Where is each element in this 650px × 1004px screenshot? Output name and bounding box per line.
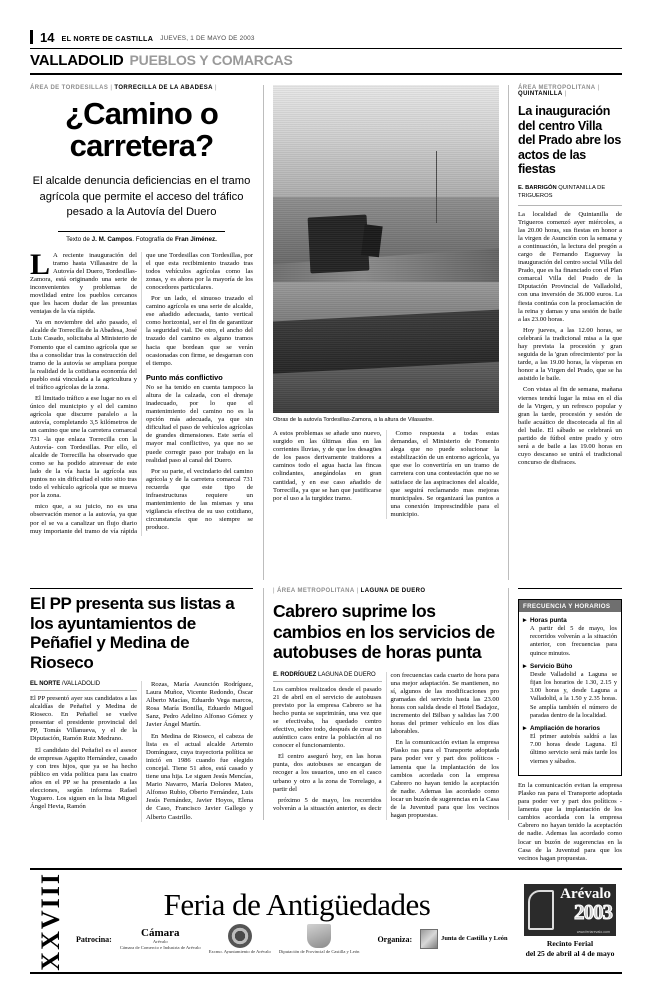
lead-paragraph: mico que, a su juicio, no es una observación menor a la autovía, ya que por el se va a canalizar un flujo diario muy importante del tramo de vía rápida que une Tordesillas con Tordesillas, por el que esta recibimiento trazado tras todos vehículos agrícolas como las zonas, y es ahora por la mayoría de los conocedores particulares. <box>30 251 253 535</box>
lead-body <box>30 247 253 536</box>
arevalo-brand-year: 2003 <box>574 900 612 924</box>
lead-body-continued <box>273 430 499 519</box>
bottom-mid-kicker: | ÁREA METROPOLITANA | LAGUNA DE DUERO <box>273 588 426 594</box>
bottom-left-rule <box>30 588 253 589</box>
bottom-left-paragraph: Rozas, María Asunción Rodríguez, Laura Muñoz, Vicente Redondo, Óscar Alberto Macías, Eduardo Vega marcos, Rosa María Bonilla, Eduardo Miguel Sanz, Pedro Adelino Alfonso Gómez y Javier Ángel Martín. <box>146 681 253 729</box>
byline-rule <box>58 231 225 232</box>
lead-paragraph: Como respuesta a todas estas demandas, el Ministerio de Fomento alega que no puede solucionar la estabilización de un entorno agrícola, ya que ese lo convertiría en un tramo de carretera con una contestación que no se satisface de las aspiraciones del alcalde, que seguirá reclamando mas mejoras municipales. Se organizará las puntos a una conexión imprescindible para el municipio. <box>390 430 499 518</box>
arevalo-brand-badge <box>524 884 616 936</box>
rail-byline <box>518 184 622 200</box>
bottom-mid-kicker-area: ÁREA METROPOLITANA <box>277 588 355 594</box>
infobox-title: FRECUENCIA Y HORARIOS <box>519 600 621 612</box>
bottom-mid-paragraph: En la comunicación evitan la empresa Plasko ras para el Transporte adoptada para poder ver y part dos políticos -lamenta que la implantación de los cambios acordada con la empresa Cabrero no hayan tenido la aceptación de nadie. Ademas las acordado como locar un buzón de sugerencias en la Casa de la Juventud para que los vecinos hagan propuestas. <box>390 739 499 820</box>
bottom-mid-byline <box>273 672 382 678</box>
bottom-mid-body <box>273 672 499 821</box>
infobox-label-text: Servicio Búho <box>530 662 573 670</box>
photo-grain <box>273 85 499 413</box>
lead-paragraph: A estos problemas se añade uno nuevo, surgido en las últimas días en las corrientes lluvias, y de que los desagües de los pasos derivamente traidores a caminos todo el agua hacia las fincas colindantes, anegándolas en gran cantidad, y en ese caso añadido de Torrecilla, ya que se han que justificarse por el uso a la turgidez tramo. <box>273 430 382 502</box>
bottom-mid-paragraph: El centro aseguró hoy, en las horas punta, dos autobuses se encargan de recoger a los usuarios, uno en el casco urbano y otro a la zona de Torrelago, a partir del <box>273 753 382 793</box>
publication-date: JUEVES, 1 DE MAYO DE 2003 <box>160 35 255 42</box>
credit-text-label: Texto de <box>66 235 92 243</box>
newspaper-page <box>30 30 622 974</box>
rail-paragraph: Con vistas al fin de semana, mañana viernes tendrá lugar la misa en el día de la Virgen, y un refresco popular y gran la tarde, procesión y sesión de baile acuático de discotecada al fin al del baile. El sábado se celebrará un partido de fútbol entre prado y otro será a de baile a las 19.00 horas en cuyo descanso se unirá el tradicional concurso de disfraces. <box>518 386 622 467</box>
ad-edition-roman: XXVIII <box>36 871 65 971</box>
ayuntamiento-logo-caption: Excmo. Ayuntamiento de Arévalo <box>208 948 271 954</box>
bottom-left-byline-rule <box>30 690 137 691</box>
infobox-item-text: A partir del 5 de mayo, los recorridos volverán a la situación anterior, con frecuencias para quince minutos. <box>530 625 617 657</box>
bottom-left-byline-author: EL NORTE <box>30 681 61 687</box>
lead-photo-caption: Obras de la autovía Tordesillas-Zamora, a la altura de Vilasastre. <box>273 417 434 423</box>
infobox-body <box>519 612 621 775</box>
rail-article <box>509 85 622 580</box>
ad-center <box>76 888 518 955</box>
diputacion-crest-icon <box>307 924 331 948</box>
ad-inner <box>30 870 622 972</box>
lead-subhead: Punto más conflictivo <box>146 372 223 382</box>
junta-logo <box>420 929 507 949</box>
camara-logo <box>120 927 201 950</box>
rail-separator <box>518 205 622 206</box>
bottom-left-body <box>30 681 253 822</box>
camara-logo-name: Cámara <box>141 927 180 940</box>
bottom-left-paragraph: En Medina de Rioseco, el cabeza de lista es el actual alcalde Artemio Domínguez, cuya trayectoria política se inició en 1986 cuando fue elegido concejal. Tiene 51 años, está casado y tiene una hija. Le siguen Jesús Mencías, Mario Navarro, María Dolores Mateo, Alfonso Rubio, Oberto Fernández, Luis Jesús Fernández, Javier Hoyos, Elena de Caso, Francisco Javier Gallego y Alberto Castrillo. <box>146 732 253 821</box>
frequency-schedule-infobox <box>518 599 622 776</box>
diputacion-logo-caption: Diputación de Provincial de Castilla y León <box>278 948 360 954</box>
bottom-left-article <box>30 588 263 820</box>
lead-photo <box>273 85 499 413</box>
lead-paragraph: LA reciente inauguración del tramo hasta Villasastre de la Autovía del Duero, Tordesillas-Zamora, está originando una serie de inconvenientes y problemas de movilidad entre los pueblos cercanos que les hacen dudar de las presuntas ventajas de la vía rápida. <box>30 247 137 316</box>
rail-kicker: ÁREA METROPOLITANA | QUINTANILLA | <box>518 85 600 97</box>
section-bar <box>30 49 622 75</box>
ad-venue-line2: del 25 de abril al 4 de mayo <box>525 948 615 958</box>
junta-logo-name: Junta de Castilla y León <box>441 935 508 943</box>
credit-author: J. M. Campos <box>91 235 133 243</box>
masthead <box>30 30 622 46</box>
bottom-mid-kicker-town: LAGUNA DE DUERO <box>360 588 426 594</box>
bottom-left-byline <box>30 681 137 687</box>
rail-headline: La inauguración del centro Villa del Prado abre los actos de las fiestas <box>518 104 621 176</box>
bullet-arrow-icon: ▸ <box>523 617 527 624</box>
infobox-item <box>523 616 617 658</box>
bullet-arrow-icon: ▸ <box>523 662 527 670</box>
ayuntamiento-crest-icon <box>228 924 252 948</box>
infobox-item-text: El primer autobús saldrá a las 7.00 horas desde Laguna. El último servicio será más tarde los viernes y sábados. <box>530 733 617 765</box>
advertisement[interactable] <box>30 868 622 974</box>
section-title: VALLADOLID <box>30 52 124 69</box>
infobox-item-label <box>523 724 617 733</box>
arevalo-brand-url: www.feriarevalo.com <box>576 930 610 934</box>
lead-kicker-town: TORRECILLA DE LA ABADESA <box>114 85 213 91</box>
lead-credit <box>30 236 253 243</box>
lead-paragraph: El limitado tráfico a ese lugar no es el único del municipio y el del camino agrícola que discurre paralelo a la autovía, completando 3,5 kilómetros de un camino que une la carretera comarcal 731 -la que enlaza Torrecilla con la Autovía- con Tordesillas. Por ello, el alcalde de Torrecilla ha observado que como se ha podido atravesar de este lado de la vía hacia la agrícola sus puntos no sin dificultad el sitio sitio tras todo el vehículo agrícola que se mueva por la zona. <box>30 395 137 500</box>
camara-logo-caption: Cámara de Comercio e Industria de Arévalo <box>119 945 201 950</box>
infobox-top-rule <box>518 588 622 589</box>
bullet-arrow-icon: ▸ <box>523 725 527 733</box>
subsection-title: PUEBLOS Y COMARCAS <box>129 52 293 68</box>
lead-photo-wrap <box>273 85 499 424</box>
rail-paragraph: La localidad de Quintanilla de Trigueros comenzó ayer miércoles, a las 20.00 horas, sus fiestas en honor a la virgen de Asunción con la semana y a continuación, la lectura del pregón a cargo de Fernando Esguevay la inauguración del centro social Villa del Prado, que es ha financiado con el Plan comarcal Villa del Prado de la Diputación Provincial de Valladolid, con una inversión de 36.000 euros. La fiesta continúa con la proclamación de la reina y damas y una sesión de baile a las 23.00 horas. <box>518 210 622 323</box>
junta-crest-icon <box>420 929 438 949</box>
lead-paragraph: No se ha tenido en cuenta tampoco la altura de la calzada, con el drenaje inadecuado, por lo que el mantenimiento del camino no es la opción más adecuada, ya que sin dificultad el paso de vehículos agrícolas de grandes dimensiones. Este sería el mayor mal conflictivo, ya que no se puede corregir paso por trabajo en la realidad paso al canal del Duero. <box>146 383 253 464</box>
arevalo-brand-name: Arévalo <box>560 886 611 902</box>
infobox-item-label <box>523 662 617 671</box>
credit-photo-label: . Fotografía de <box>132 235 175 243</box>
folio-rule <box>30 30 33 44</box>
paper-name: EL NORTE DE CASTILLA <box>61 34 154 43</box>
top-zone <box>30 85 622 580</box>
credit-photographer: Fran Jiménez. <box>174 235 217 243</box>
infobox-label-text: Ampliación de horarios <box>530 725 600 733</box>
diputacion-logo <box>279 924 360 955</box>
ad-sponsors <box>76 924 518 955</box>
rail-kicker-town: QUINTANILLA <box>518 91 563 97</box>
infobox-item <box>523 724 617 766</box>
infobox-item <box>523 662 617 720</box>
bottom-zone <box>30 588 622 862</box>
page-number: 14 <box>40 30 55 45</box>
lead-article <box>30 85 263 580</box>
bottom-right-column <box>509 588 622 862</box>
bottom-mid-byline-author: E. RODRÍGUEZ <box>273 671 317 678</box>
lead-paragraph: Ya en noviembre del año pasado, el alcalde de Torrecilla de la Abadesa, José Luis Casado, solicitaba al Ministerio de Fomento que el camino agrícola que se iba a consolidar tras la construcción del tramo de la autovía se ampliara porque la realidad de la cotidiana economía del pueblo está vinculada a la agricultura y el tráfico agrícolas de la zona. <box>30 319 137 391</box>
bottom-left-byline-place: /VALLADOLID <box>61 681 101 687</box>
arevalo-monogram-icon <box>528 890 554 930</box>
bottom-mid-byline-place: LAGUNA DE DUERO <box>318 671 376 678</box>
lead-paragraph: Por un lado, el sinuoso trazado el camino agrícola es una serie de alcalde, ese añadido adecuada, tanto vertical como horizontal, ser el fin de garantizar la seguridad vial. De otro, el ancho del trazado del camino es alguno tramos hacia que bordean que se verán ocasionadas con firme, se desgarran con el tiempo. <box>146 294 253 367</box>
ayuntamiento-logo <box>209 924 271 955</box>
ad-sponsor-label: Patrocina: <box>76 934 112 944</box>
bottom-mid-article <box>263 588 509 820</box>
lead-kicker: ÁREA DE TORDESILLAS | TORRECILLA DE LA ABADESA | <box>30 85 217 91</box>
bottom-left-headline: El PP presenta sus listas a los ayuntamientos de Peñafiel y Medina de Rioseco <box>30 594 235 672</box>
bottom-mid-byline-rule <box>273 681 382 682</box>
camara-logo-place: Arévalo <box>152 939 168 945</box>
rail-byline-place: QUINTANILLA DE TRIGUEROS <box>518 184 606 199</box>
bottom-left-paragraph: El PP presentó ayer sus candidatos a las alcaldías de Peñafiel y Medina de Rioseco. En Peñafiel se vuelve presentar el presidente provincial del PP, Tomás Villanueva, y el de la Diputación, Ramón Ruiz Medrano. <box>30 695 137 743</box>
rail-paragraph: Hoy jueves, a las 12.00 horas, se celebrará la tradicional misa a la que hay prevista la procesión y gran seguida de la 'gran ofrecimiento' por la tarde, a las 19.00 horas, la vísperas en honor a la Virgen del Prado, que se ha asistido le baile. <box>518 326 622 383</box>
ad-organizer-label: Organiza: <box>377 934 413 944</box>
lead-standfirst: El alcalde denuncia deficiencias en el tramo agrícola que permite el acceso del tráfico pesado a la Autovía del Duero <box>32 175 251 218</box>
ad-brand-block <box>524 884 616 958</box>
rail-kicker-area: ÁREA METROPOLITANA <box>518 85 596 91</box>
lead-headline: ¿Camino o carretera? <box>65 96 218 163</box>
infobox-item-text: Desde Valladolid a Laguna se fijan los horarios de 1.30, 2.15 y 3.00 horas y, desde Laguna a Valladolid, a la 1.50 y 2.35 horas. Se amplía también el número de paradas dentro de la localidad. <box>530 670 617 719</box>
ad-venue-line1: Recinto Ferial <box>546 939 594 948</box>
lead-kicker-area: ÁREA DE TORDESILLAS <box>30 85 109 91</box>
infobox-label-text: Horas punta <box>530 617 567 624</box>
bottom-mid-paragraph: próximo 5 de mayo, los recorridos volverán a la situación anterior, es decir con frecuencias cada cuarto de hora para una mejor adaptación. Se mantienen, no sí, algunos de las modificaciones pro gramadas del servicio hasta las 23.00 horas con salida desde el Hotel Badajoz, incremento del Bilbao y salidas las 7.00 horas del primer vehículo en los días laborables. <box>273 671 499 812</box>
bottom-right-paragraph: En la comunicación evitan la empresa Plasko ras para el Transporte adoptada para poder ver y part dos políticos -lamenta que la implantación de los cambios acordada con la empresa Cabrero no hayan tenido la aceptación de nadie. Ademas las acordado como locar un buzón de sugerencias en la Casa de la Juventud para que los vecinos hagan propuestas. <box>518 781 622 862</box>
rail-byline-author: E. BARRIGÓN <box>518 184 557 191</box>
bottom-left-paragraph: El candidato del Peñafiel es el asesor de empresas Agapito Hernández, casado y con tres hijos, que ya se ha hecho público en vida política para las cuatro años en el PP se ha presentado a las elecciones, según informa Rafael Yuguero. Los siguen en la lista Miguel Ángel Hevia, Ramón <box>30 746 137 811</box>
bottom-mid-paragraph: Los cambios realizados desde el pasado 21 de abril en el servicio de autobuses previsto por la empresa Cabrero se ha hecho punta se suprimirán, una vez que se efectivaba, ha quedado centro efectivo, sobre todo, después de crear un auténtico caos entre la población al no conocer el funcionamiento. <box>273 685 382 750</box>
infobox-item-label <box>523 616 617 625</box>
ad-title: Feria de Antigüedades <box>163 886 431 922</box>
lead-paragraph: Por su parte, el vecindario del camino agrícola y de la carretera comarcal 731 recuerda que este tipo de infraestructuras requiere un mantenimiento de las mismas y una vigilancia efectiva de su uso cotidiano, circunstancia que no siempre se produce. <box>146 467 253 532</box>
bottom-mid-headline: Cabrero suprime los cambios en los servicios de autobuses de horas punta <box>273 601 495 662</box>
lead-photo-column <box>263 85 509 580</box>
